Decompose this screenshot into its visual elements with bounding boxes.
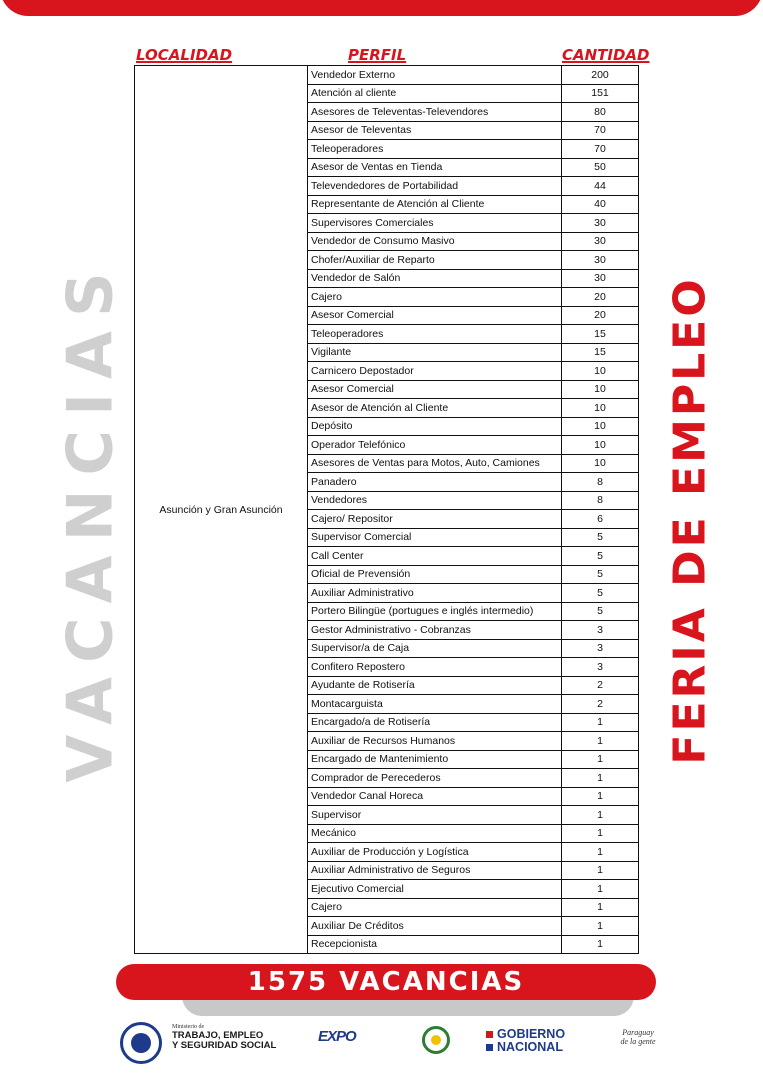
- cantidad-cell: 1: [562, 898, 639, 917]
- side-title-text: FERIA DE EMPLEO: [664, 275, 716, 765]
- perfil-cell: Panadero: [308, 473, 562, 492]
- perfil-cell: Recepcionista: [308, 935, 562, 954]
- cantidad-cell: 5: [562, 584, 639, 603]
- cantidad-cell: 70: [562, 121, 639, 140]
- perfil-cell: Comprador de Perecederos: [308, 769, 562, 788]
- blue-square-icon: [486, 1044, 493, 1051]
- cantidad-cell: 1: [562, 732, 639, 751]
- perfil-cell: Televendedores de Portabilidad: [308, 177, 562, 196]
- perfil-cell: Gestor Administrativo - Cobranzas: [308, 621, 562, 640]
- perfil-cell: Confitero Repostero: [308, 658, 562, 677]
- localidad-cell: Asunción y Gran Asunción: [135, 66, 308, 954]
- cantidad-cell: 80: [562, 103, 639, 122]
- ministry-small-label: Ministerio de: [172, 1024, 205, 1030]
- perfil-cell: Vigilante: [308, 343, 562, 362]
- red-square-icon: [486, 1031, 493, 1038]
- perfil-cell: Asesor Comercial: [308, 380, 562, 399]
- expo-logo: [318, 1028, 376, 1052]
- cantidad-cell: 30: [562, 251, 639, 270]
- total-banner-text: 1575 VACANCIAS: [247, 967, 525, 997]
- cantidad-cell: 40: [562, 195, 639, 214]
- perfil-cell: Cajero/ Repositor: [308, 510, 562, 529]
- perfil-cell: Auxiliar Administrativo: [308, 584, 562, 603]
- perfil-cell: Mecánico: [308, 824, 562, 843]
- perfil-cell: Asesor Comercial: [308, 306, 562, 325]
- cantidad-cell: 70: [562, 140, 639, 159]
- gobierno-nacional-logo: [486, 1028, 596, 1054]
- cantidad-cell: 1: [562, 713, 639, 732]
- table-headers: [134, 46, 648, 66]
- header-perfil: PERFIL: [348, 46, 407, 64]
- cantidad-cell: 3: [562, 658, 639, 677]
- gobierno-line-1: GOBIERNO: [497, 1027, 566, 1041]
- perfil-cell: Operador Telefónico: [308, 436, 562, 455]
- cantidad-cell: 10: [562, 417, 639, 436]
- perfil-cell: Vendedor de Salón: [308, 269, 562, 288]
- cantidad-cell: 5: [562, 565, 639, 584]
- perfil-cell: Vendedor de Consumo Masivo: [308, 232, 562, 251]
- cantidad-cell: 1: [562, 861, 639, 880]
- cantidad-cell: 1: [562, 880, 639, 899]
- cantidad-cell: 2: [562, 695, 639, 714]
- cantidad-cell: 20: [562, 288, 639, 307]
- expo-logo-text: EXPO: [318, 1028, 356, 1045]
- perfil-cell: Montacarguista: [308, 695, 562, 714]
- perfil-cell: Asesor de Ventas en Tienda: [308, 158, 562, 177]
- perfil-cell: Teleoperadores: [308, 140, 562, 159]
- perfil-cell: Auxiliar de Producción y Logística: [308, 843, 562, 862]
- perfil-cell: Supervisores Comerciales: [308, 214, 562, 233]
- perfil-cell: Cajero: [308, 288, 562, 307]
- cantidad-cell: 8: [562, 491, 639, 510]
- cantidad-cell: 8: [562, 473, 639, 492]
- perfil-cell: Ayudante de Rotisería: [308, 676, 562, 695]
- header-cantidad: CANTIDAD: [562, 46, 650, 64]
- cantidad-cell: 15: [562, 343, 639, 362]
- cantidad-cell: 1: [562, 787, 639, 806]
- side-title-feria: [620, 275, 760, 765]
- cantidad-cell: 3: [562, 621, 639, 640]
- perfil-cell: Supervisor/a de Caja: [308, 639, 562, 658]
- perfil-cell: Encargado de Mantenimiento: [308, 750, 562, 769]
- perfil-cell: Encargado/a de Rotisería: [308, 713, 562, 732]
- cantidad-cell: 10: [562, 362, 639, 381]
- cantidad-cell: 5: [562, 602, 639, 621]
- cantidad-cell: 1: [562, 750, 639, 769]
- perfil-cell: Asesor de Atención al Cliente: [308, 399, 562, 418]
- cantidad-cell: 2: [562, 676, 639, 695]
- perfil-cell: Teleoperadores: [308, 325, 562, 344]
- top-red-bar: [0, 0, 763, 16]
- perfil-cell: Call Center: [308, 547, 562, 566]
- total-banner: [116, 964, 656, 1000]
- cantidad-cell: 1: [562, 824, 639, 843]
- perfil-cell: Vendedor Canal Horeca: [308, 787, 562, 806]
- cantidad-cell: 20: [562, 306, 639, 325]
- header-localidad: LOCALIDAD: [136, 46, 233, 64]
- perfil-cell: Vendedor Externo: [308, 66, 562, 85]
- perfil-cell: Auxiliar De Créditos: [308, 917, 562, 936]
- perfil-cell: Depósito: [308, 417, 562, 436]
- cantidad-cell: 151: [562, 84, 639, 103]
- cantidad-cell: 15: [562, 325, 639, 344]
- cantidad-cell: 3: [562, 639, 639, 658]
- perfil-cell: Cajero: [308, 898, 562, 917]
- ministry-logo: [172, 1024, 302, 1051]
- perfil-cell: Carnicero Depostador: [308, 362, 562, 381]
- slogan-line-1: Paraguay: [622, 1028, 654, 1037]
- cantidad-cell: 1: [562, 843, 639, 862]
- gobierno-line-2: NACIONAL: [497, 1040, 563, 1054]
- ministry-line-1: TRABAJO, EMPLEO: [172, 1030, 264, 1041]
- cantidad-cell: 1: [562, 935, 639, 954]
- cantidad-cell: 1: [562, 769, 639, 788]
- cantidad-cell: 10: [562, 399, 639, 418]
- slogan-line-2: de la gente: [620, 1037, 656, 1046]
- side-watermark-text: VACANCIAS: [53, 257, 127, 783]
- cantidad-cell: 200: [562, 66, 639, 85]
- perfil-cell: Portero Bilingüe (portugues e inglés intermedio): [308, 602, 562, 621]
- cantidad-cell: 5: [562, 528, 639, 547]
- cantidad-cell: 30: [562, 269, 639, 288]
- paraguay-slogan: [608, 1028, 668, 1046]
- table-row: [135, 66, 639, 85]
- cantidad-cell: 6: [562, 510, 639, 529]
- perfil-cell: Supervisor: [308, 806, 562, 825]
- perfil-cell: Representante de Atención al Cliente: [308, 195, 562, 214]
- perfil-cell: Atención al cliente: [308, 84, 562, 103]
- perfil-cell: Oficial de Prevensión: [308, 565, 562, 584]
- cantidad-cell: 10: [562, 454, 639, 473]
- cantidad-cell: 1: [562, 806, 639, 825]
- cantidad-cell: 30: [562, 214, 639, 233]
- cantidad-cell: 5: [562, 547, 639, 566]
- cantidad-cell: 10: [562, 380, 639, 399]
- cantidad-cell: 44: [562, 177, 639, 196]
- national-seal-icon: [120, 1022, 162, 1064]
- perfil-cell: Asesores de Televentas-Televendores: [308, 103, 562, 122]
- ministry-line-2: Y SEGURIDAD SOCIAL: [172, 1040, 277, 1051]
- perfil-cell: Ejecutivo Comercial: [308, 880, 562, 899]
- perfil-cell: Asesores de Ventas para Motos, Auto, Camiones: [308, 454, 562, 473]
- perfil-cell: Chofer/Auxiliar de Reparto: [308, 251, 562, 270]
- perfil-cell: Supervisor Comercial: [308, 528, 562, 547]
- stp-logo-icon: [422, 1026, 450, 1054]
- perfil-cell: Auxiliar Administrativo de Seguros: [308, 861, 562, 880]
- cantidad-cell: 1: [562, 917, 639, 936]
- vacancies-table-body: [135, 66, 639, 954]
- cantidad-cell: 10: [562, 436, 639, 455]
- footer-logos: [120, 1022, 680, 1062]
- perfil-cell: Auxiliar de Recursos Humanos: [308, 732, 562, 751]
- cantidad-cell: 50: [562, 158, 639, 177]
- perfil-cell: Vendedores: [308, 491, 562, 510]
- cantidad-cell: 30: [562, 232, 639, 251]
- vacancies-table: [134, 65, 638, 954]
- perfil-cell: Asesor de Televentas: [308, 121, 562, 140]
